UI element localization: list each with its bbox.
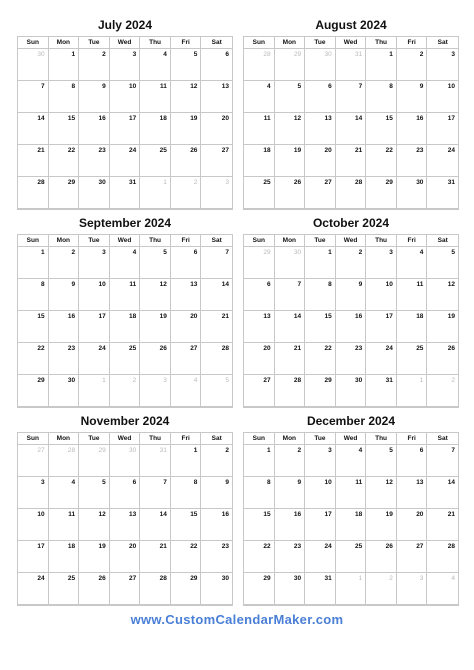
day-cell: 11 [336,477,367,509]
adjacent-month-day-cell: 29 [244,247,275,279]
day-cell: 6 [171,247,202,279]
day-cell: 29 [244,573,275,605]
day-cell: 22 [49,145,80,177]
month-grid [243,234,459,408]
day-cell: 3 [79,247,110,279]
weekday-header: Sun [18,37,49,49]
day-cell: 17 [79,311,110,343]
day-cell: 5 [275,81,306,113]
day-cell: 27 [397,541,428,573]
day-cell: 14 [427,477,458,509]
day-cell: 26 [171,145,202,177]
day-cell: 8 [171,477,202,509]
day-cell: 11 [140,81,171,113]
day-cell: 11 [397,279,428,311]
weekday-header: Thu [140,433,171,445]
day-cell: 13 [244,311,275,343]
day-cell: 18 [397,311,428,343]
adjacent-month-day-cell: 29 [275,49,306,81]
weekday-header: Tue [305,433,336,445]
day-cell: 15 [18,311,49,343]
day-cell: 26 [140,343,171,375]
day-cell: 30 [336,375,367,407]
day-cell: 16 [275,509,306,541]
day-cell: 19 [366,509,397,541]
day-cell: 8 [18,279,49,311]
day-cell: 15 [305,311,336,343]
day-cell: 25 [244,177,275,209]
adjacent-month-day-cell: 3 [397,573,428,605]
day-cell: 27 [110,573,141,605]
month-block [17,14,233,210]
adjacent-month-day-cell: 30 [18,49,49,81]
month-block [243,410,459,606]
weekday-header: Fri [171,433,202,445]
day-cell: 8 [244,477,275,509]
day-cell: 13 [171,279,202,311]
day-cell: 13 [397,477,428,509]
weekday-header: Mon [275,37,306,49]
adjacent-month-day-cell: 29 [79,445,110,477]
day-cell: 4 [140,49,171,81]
day-cell: 3 [305,445,336,477]
day-cell: 5 [171,49,202,81]
weekday-header: Sat [427,235,458,247]
day-cell: 12 [275,113,306,145]
day-cell: 9 [397,81,428,113]
day-cell: 21 [18,145,49,177]
weekday-header: Sat [201,235,232,247]
day-cell: 12 [427,279,458,311]
day-cell: 10 [110,81,141,113]
day-cell: 25 [49,573,80,605]
weekday-header: Wed [110,433,141,445]
day-cell: 27 [244,375,275,407]
day-cell: 24 [427,145,458,177]
day-cell: 1 [366,49,397,81]
day-cell: 6 [244,279,275,311]
weekday-header: Wed [336,433,367,445]
day-cell: 28 [275,375,306,407]
weekday-header: Mon [275,433,306,445]
day-cell: 2 [275,445,306,477]
day-cell: 4 [110,247,141,279]
day-cell: 14 [140,509,171,541]
weekday-header: Wed [336,37,367,49]
day-cell: 9 [49,279,80,311]
weekday-header: Tue [305,235,336,247]
day-cell: 28 [427,541,458,573]
adjacent-month-day-cell: 3 [140,375,171,407]
day-cell: 30 [49,375,80,407]
day-cell: 14 [18,113,49,145]
day-cell: 24 [18,573,49,605]
month-title: November 2024 [80,414,170,428]
day-cell: 19 [140,311,171,343]
day-cell: 16 [79,113,110,145]
day-cell: 24 [305,541,336,573]
weekday-header: Mon [275,235,306,247]
adjacent-month-day-cell: 2 [427,375,458,407]
day-cell: 31 [366,375,397,407]
day-cell: 2 [397,49,428,81]
day-cell: 2 [49,247,80,279]
day-cell: 4 [397,247,428,279]
day-cell: 22 [18,343,49,375]
day-cell: 21 [275,343,306,375]
day-cell: 1 [244,445,275,477]
day-cell: 30 [275,573,306,605]
month-grid [243,432,459,606]
day-cell: 27 [201,145,232,177]
month-title: October 2024 [312,216,390,230]
day-cell: 12 [366,477,397,509]
month-grid [17,432,233,606]
day-cell: 9 [336,279,367,311]
weekday-header: Tue [79,433,110,445]
weekday-header: Wed [110,37,141,49]
day-cell: 28 [140,573,171,605]
adjacent-month-day-cell: 28 [244,49,275,81]
day-cell: 29 [18,375,49,407]
day-cell: 12 [140,279,171,311]
day-cell: 19 [171,113,202,145]
weekday-header: Sun [18,235,49,247]
day-cell: 3 [427,49,458,81]
day-cell: 7 [201,247,232,279]
day-cell: 15 [49,113,80,145]
adjacent-month-day-cell: 31 [140,445,171,477]
adjacent-month-day-cell: 1 [336,573,367,605]
day-cell: 16 [201,509,232,541]
day-cell: 11 [244,113,275,145]
day-cell: 16 [397,113,428,145]
day-cell: 10 [305,477,336,509]
day-cell: 10 [79,279,110,311]
day-cell: 10 [427,81,458,113]
day-cell: 30 [397,177,428,209]
day-cell: 15 [366,113,397,145]
weekday-header: Mon [49,37,80,49]
day-cell: 11 [110,279,141,311]
day-cell: 6 [397,445,428,477]
day-cell: 12 [79,509,110,541]
month-grid [17,234,233,408]
day-cell: 19 [427,311,458,343]
day-cell: 31 [305,573,336,605]
day-cell: 28 [201,343,232,375]
day-cell: 22 [244,541,275,573]
adjacent-month-day-cell: 1 [79,375,110,407]
day-cell: 6 [305,81,336,113]
adjacent-month-day-cell: 5 [201,375,232,407]
month-block [17,410,233,606]
day-cell: 17 [18,541,49,573]
day-cell: 17 [305,509,336,541]
adjacent-month-day-cell: 4 [171,375,202,407]
day-cell: 10 [18,509,49,541]
day-cell: 6 [110,477,141,509]
weekday-header: Thu [140,235,171,247]
day-cell: 20 [171,311,202,343]
adjacent-month-day-cell: 30 [305,49,336,81]
day-cell: 14 [336,113,367,145]
day-cell: 5 [366,445,397,477]
day-cell: 24 [366,343,397,375]
day-cell: 25 [110,343,141,375]
day-cell: 19 [79,541,110,573]
weekday-header: Fri [397,37,428,49]
day-cell: 21 [140,541,171,573]
weekday-header: Thu [366,235,397,247]
month-block [17,212,233,408]
day-cell: 20 [201,113,232,145]
day-cell: 13 [201,81,232,113]
day-cell: 31 [427,177,458,209]
day-cell: 8 [49,81,80,113]
weekday-header: Tue [305,37,336,49]
day-cell: 1 [171,445,202,477]
adjacent-month-day-cell: 4 [427,573,458,605]
month-block [243,212,459,408]
day-cell: 14 [275,311,306,343]
month-title: July 2024 [97,18,153,32]
day-cell: 8 [366,81,397,113]
day-cell: 27 [171,343,202,375]
day-cell: 22 [171,541,202,573]
day-cell: 17 [110,113,141,145]
day-cell: 28 [18,177,49,209]
weekday-header: Sat [427,37,458,49]
day-cell: 24 [110,145,141,177]
adjacent-month-day-cell: 30 [110,445,141,477]
weekday-header: Sat [201,433,232,445]
weekday-header: Fri [397,235,428,247]
day-cell: 7 [275,279,306,311]
month-grid [243,36,459,210]
day-cell: 4 [49,477,80,509]
day-cell: 23 [79,145,110,177]
day-cell: 2 [79,49,110,81]
day-cell: 7 [427,445,458,477]
month-title: September 2024 [78,216,172,230]
day-cell: 18 [110,311,141,343]
day-cell: 18 [244,145,275,177]
weekday-header: Mon [49,433,80,445]
day-cell: 26 [366,541,397,573]
weekday-header: Wed [110,235,141,247]
day-cell: 30 [79,177,110,209]
adjacent-month-day-cell: 2 [110,375,141,407]
footer-website-link[interactable]: www.CustomCalendarMaker.com [130,612,344,627]
day-cell: 24 [79,343,110,375]
day-cell: 26 [275,177,306,209]
day-cell: 17 [427,113,458,145]
weekday-header: Mon [49,235,80,247]
day-cell: 9 [275,477,306,509]
day-cell: 22 [366,145,397,177]
day-cell: 1 [18,247,49,279]
day-cell: 18 [140,113,171,145]
day-cell: 2 [201,445,232,477]
day-cell: 13 [110,509,141,541]
adjacent-month-day-cell: 3 [201,177,232,209]
day-cell: 23 [397,145,428,177]
day-cell: 17 [366,311,397,343]
day-cell: 12 [171,81,202,113]
weekday-header: Sun [244,37,275,49]
day-cell: 3 [110,49,141,81]
day-cell: 23 [275,541,306,573]
day-cell: 23 [336,343,367,375]
day-cell: 10 [366,279,397,311]
day-cell: 20 [305,145,336,177]
day-cell: 5 [427,247,458,279]
day-cell: 29 [305,375,336,407]
day-cell: 9 [201,477,232,509]
weekday-header: Sun [244,235,275,247]
day-cell: 7 [336,81,367,113]
day-cell: 11 [49,509,80,541]
day-cell: 25 [140,145,171,177]
weekday-header: Thu [366,433,397,445]
day-cell: 15 [171,509,202,541]
day-cell: 7 [140,477,171,509]
day-cell: 25 [397,343,428,375]
day-cell: 1 [49,49,80,81]
day-cell: 29 [171,573,202,605]
weekday-header: Sat [427,433,458,445]
weekday-header: Fri [171,235,202,247]
day-cell: 20 [244,343,275,375]
month-title: August 2024 [315,18,387,32]
adjacent-month-day-cell: 2 [171,177,202,209]
day-cell: 29 [366,177,397,209]
day-cell: 3 [366,247,397,279]
adjacent-month-day-cell: 2 [366,573,397,605]
day-cell: 28 [336,177,367,209]
day-cell: 27 [305,177,336,209]
day-cell: 23 [49,343,80,375]
day-cell: 30 [201,573,232,605]
day-cell: 29 [49,177,80,209]
day-cell: 8 [305,279,336,311]
day-cell: 18 [336,509,367,541]
day-cell: 21 [336,145,367,177]
day-cell: 2 [336,247,367,279]
day-cell: 4 [244,81,275,113]
day-cell: 21 [427,509,458,541]
day-cell: 1 [305,247,336,279]
day-cell: 13 [305,113,336,145]
day-cell: 15 [244,509,275,541]
weekday-header: Sat [201,37,232,49]
month-title: December 2024 [306,414,396,428]
day-cell: 3 [18,477,49,509]
day-cell: 18 [49,541,80,573]
weekday-header: Tue [79,37,110,49]
weekday-header: Fri [171,37,202,49]
adjacent-month-day-cell: 31 [336,49,367,81]
day-cell: 22 [305,343,336,375]
weekday-header: Sun [18,433,49,445]
day-cell: 31 [110,177,141,209]
day-cell: 14 [201,279,232,311]
weekday-header: Fri [397,433,428,445]
day-cell: 7 [18,81,49,113]
month-block [243,14,459,210]
weekday-header: Sun [244,433,275,445]
adjacent-month-day-cell: 28 [49,445,80,477]
adjacent-month-day-cell: 27 [18,445,49,477]
day-cell: 16 [49,311,80,343]
day-cell: 23 [201,541,232,573]
day-cell: 26 [427,343,458,375]
day-cell: 26 [79,573,110,605]
day-cell: 6 [201,49,232,81]
adjacent-month-day-cell: 1 [397,375,428,407]
day-cell: 21 [201,311,232,343]
day-cell: 5 [140,247,171,279]
day-cell: 16 [336,311,367,343]
day-cell: 5 [79,477,110,509]
day-cell: 9 [79,81,110,113]
month-grid [17,36,233,210]
weekday-header: Wed [336,235,367,247]
weekday-header: Thu [366,37,397,49]
day-cell: 25 [336,541,367,573]
weekday-header: Thu [140,37,171,49]
day-cell: 20 [110,541,141,573]
weekday-header: Tue [79,235,110,247]
adjacent-month-day-cell: 1 [140,177,171,209]
adjacent-month-day-cell: 30 [275,247,306,279]
day-cell: 20 [397,509,428,541]
day-cell: 4 [336,445,367,477]
day-cell: 19 [275,145,306,177]
